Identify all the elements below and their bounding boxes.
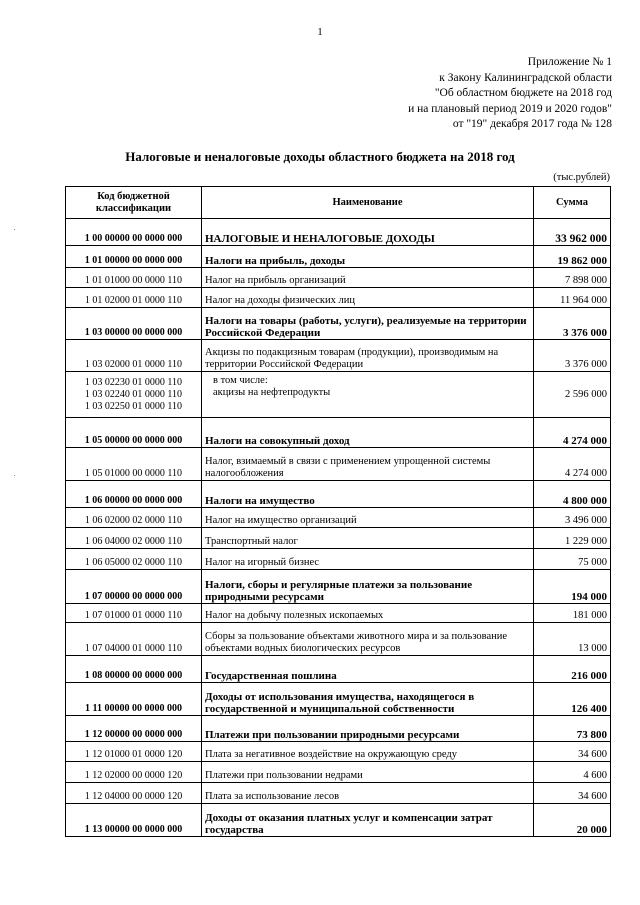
- row-code: 1 06 00000 00 0000 000: [66, 481, 202, 508]
- row-amount: 34 600: [534, 742, 611, 762]
- table-row: [66, 246, 611, 268]
- table-row: [66, 656, 611, 683]
- row-name: [202, 372, 534, 418]
- row-amount: 75 000: [534, 549, 611, 570]
- row-name: Транспортный налог: [202, 528, 534, 549]
- table-row: [66, 762, 611, 783]
- row-code: 1 05 00000 00 0000 000: [66, 418, 202, 448]
- row-name: Платежи при пользовании недрами: [202, 762, 534, 783]
- revenue-table: [65, 186, 611, 837]
- header-name: Наименование: [202, 187, 534, 219]
- row-code: 1 01 01000 00 0000 110: [66, 268, 202, 288]
- row-code: 1 13 00000 00 0000 000: [66, 804, 202, 837]
- table-row: [66, 683, 611, 716]
- table-row: [66, 448, 611, 481]
- scan-mark: [14, 229, 15, 230]
- row-code: 1 06 04000 02 0000 110: [66, 528, 202, 549]
- row-name: Налоги на товары (работы, услуги), реализуемые на территории Российской Федерации: [202, 308, 534, 340]
- name-line: в том числе:: [213, 375, 268, 386]
- appendix-line: от "19" декабря 2017 года № 128: [452, 118, 612, 131]
- table-row: [66, 604, 611, 623]
- row-amount: 13 000: [534, 623, 611, 656]
- table-row: [66, 528, 611, 549]
- row-name: Доходы от оказания платных услуг и компенсации затрат государства: [202, 804, 534, 837]
- row-name: Платежи при пользовании природными ресурсами: [202, 716, 534, 742]
- scan-mark: [14, 475, 15, 476]
- row-code: 1 12 02000 00 0000 120: [66, 762, 202, 783]
- table-row: [66, 268, 611, 288]
- appendix-line: Приложение № 1: [527, 56, 612, 68]
- row-amount: 4 600: [534, 762, 611, 783]
- row-name: Налоги на прибыль, доходы: [202, 246, 534, 268]
- row-name: Государственная пошлина: [202, 656, 534, 683]
- table-row: [66, 742, 611, 762]
- row-name: Налоги, сборы и регулярные платежи за пользование природными ресурсами: [202, 570, 534, 604]
- row-code: 1 12 04000 00 0000 120: [66, 783, 202, 804]
- row-amount: 4 274 000: [534, 418, 611, 448]
- row-amount: 3 376 000: [534, 308, 611, 340]
- code-line: 1 03 02250 01 0000 110: [84, 400, 183, 412]
- row-code: [66, 372, 202, 418]
- row-amount: 1 229 000: [534, 528, 611, 549]
- row-amount: 7 898 000: [534, 268, 611, 288]
- row-code: 1 06 05000 02 0000 110: [66, 549, 202, 570]
- row-amount: 194 000: [534, 570, 611, 604]
- header-code: Код бюджетной классификации: [66, 187, 202, 219]
- row-name: Налог на игорный бизнес: [202, 549, 534, 570]
- row-amount: 34 600: [534, 783, 611, 804]
- table-row: [66, 570, 611, 604]
- name-line: акцизы на нефтепродукты: [213, 387, 331, 398]
- row-name: Плата за негативное воздействие на окружающую среду: [202, 742, 534, 762]
- table-row: [66, 508, 611, 528]
- row-name: Плата за использование лесов: [202, 783, 534, 804]
- table-row: [66, 716, 611, 742]
- row-name: Налог на прибыль организаций: [202, 268, 534, 288]
- table-row: [66, 288, 611, 308]
- row-name: Сборы за пользование объектами животного мира и за пользование объектами водных биологических ресурсов: [202, 623, 534, 656]
- table-row: [66, 219, 611, 246]
- row-amount: 3 376 000: [534, 340, 611, 372]
- row-code: 1 05 01000 00 0000 110: [66, 448, 202, 481]
- row-code: 1 00 00000 00 0000 000: [66, 219, 202, 246]
- row-name: Налог на добычу полезных ископаемых: [202, 604, 534, 623]
- row-code: 1 06 02000 02 0000 110: [66, 508, 202, 528]
- table-row: [66, 783, 611, 804]
- row-code: 1 07 00000 00 0000 000: [66, 570, 202, 604]
- row-name: Доходы от использования имущества, находящегося в государственной и муниципальной собственности: [202, 683, 534, 716]
- document-title: Налоговые и неналоговые доходы областного бюджета на 2018 год: [125, 149, 515, 164]
- table-row: [66, 308, 611, 340]
- page-number: 1: [317, 26, 323, 38]
- row-name: Налоги на совокупный доход: [202, 418, 534, 448]
- table-header-row: [66, 187, 611, 219]
- row-code: 1 01 02000 01 0000 110: [66, 288, 202, 308]
- row-amount: 11 964 000: [534, 288, 611, 308]
- row-code: 1 03 00000 00 0000 000: [66, 308, 202, 340]
- row-amount: 216 000: [534, 656, 611, 683]
- row-amount: 3 496 000: [534, 508, 611, 528]
- row-amount: 4 800 000: [534, 481, 611, 508]
- table-row: [66, 372, 611, 418]
- row-amount: 19 862 000: [534, 246, 611, 268]
- row-amount: 126 400: [534, 683, 611, 716]
- table-row: [66, 549, 611, 570]
- row-code: 1 12 01000 01 0000 120: [66, 742, 202, 762]
- row-name: Акцизы по подакцизным товарам (продукции), производимым на территории Российской Федерации: [202, 340, 534, 372]
- row-code: 1 08 00000 00 0000 000: [66, 656, 202, 683]
- row-code: 1 11 00000 00 0000 000: [66, 683, 202, 716]
- row-amount: 4 274 000: [534, 448, 611, 481]
- appendix-line: и на плановый период 2019 и 2020 годов": [408, 102, 612, 115]
- row-code: 1 12 00000 00 0000 000: [66, 716, 202, 742]
- units-label: (тыс.рублей): [553, 172, 610, 183]
- table-row: [66, 623, 611, 656]
- row-name: НАЛОГОВЫЕ И НЕНАЛОГОВЫЕ ДОХОДЫ: [202, 219, 534, 246]
- row-name: Налоги на имущество: [202, 481, 534, 508]
- appendix-block: [408, 55, 612, 133]
- code-line: 1 03 02230 01 0000 110: [84, 376, 183, 388]
- row-name: Налог на доходы физических лиц: [202, 288, 534, 308]
- table-row: [66, 481, 611, 508]
- row-code: 1 07 01000 01 0000 110: [66, 604, 202, 623]
- table-row: [66, 804, 611, 837]
- row-code: 1 01 00000 00 0000 000: [66, 246, 202, 268]
- row-amount: 73 800: [534, 716, 611, 742]
- table-row: [66, 340, 611, 372]
- appendix-line: к Закону Калининградской области: [439, 71, 612, 84]
- row-amount: 33 962 000: [534, 219, 611, 246]
- code-line: 1 03 02240 01 0000 110: [84, 388, 183, 400]
- row-name: Налог, взимаемый в связи с применением упрощенной системы налогообложения: [202, 448, 534, 481]
- row-amount: 2 596 000: [534, 372, 611, 418]
- row-name: Налог на имущество организаций: [202, 508, 534, 528]
- row-code: 1 07 04000 01 0000 110: [66, 623, 202, 656]
- header-amount: Сумма: [534, 187, 611, 219]
- appendix-line: "Об областном бюджете на 2018 год: [434, 87, 612, 100]
- row-amount: 181 000: [534, 604, 611, 623]
- row-amount: 20 000: [534, 804, 611, 837]
- table-row: [66, 418, 611, 448]
- row-code: 1 03 02000 01 0000 110: [66, 340, 202, 372]
